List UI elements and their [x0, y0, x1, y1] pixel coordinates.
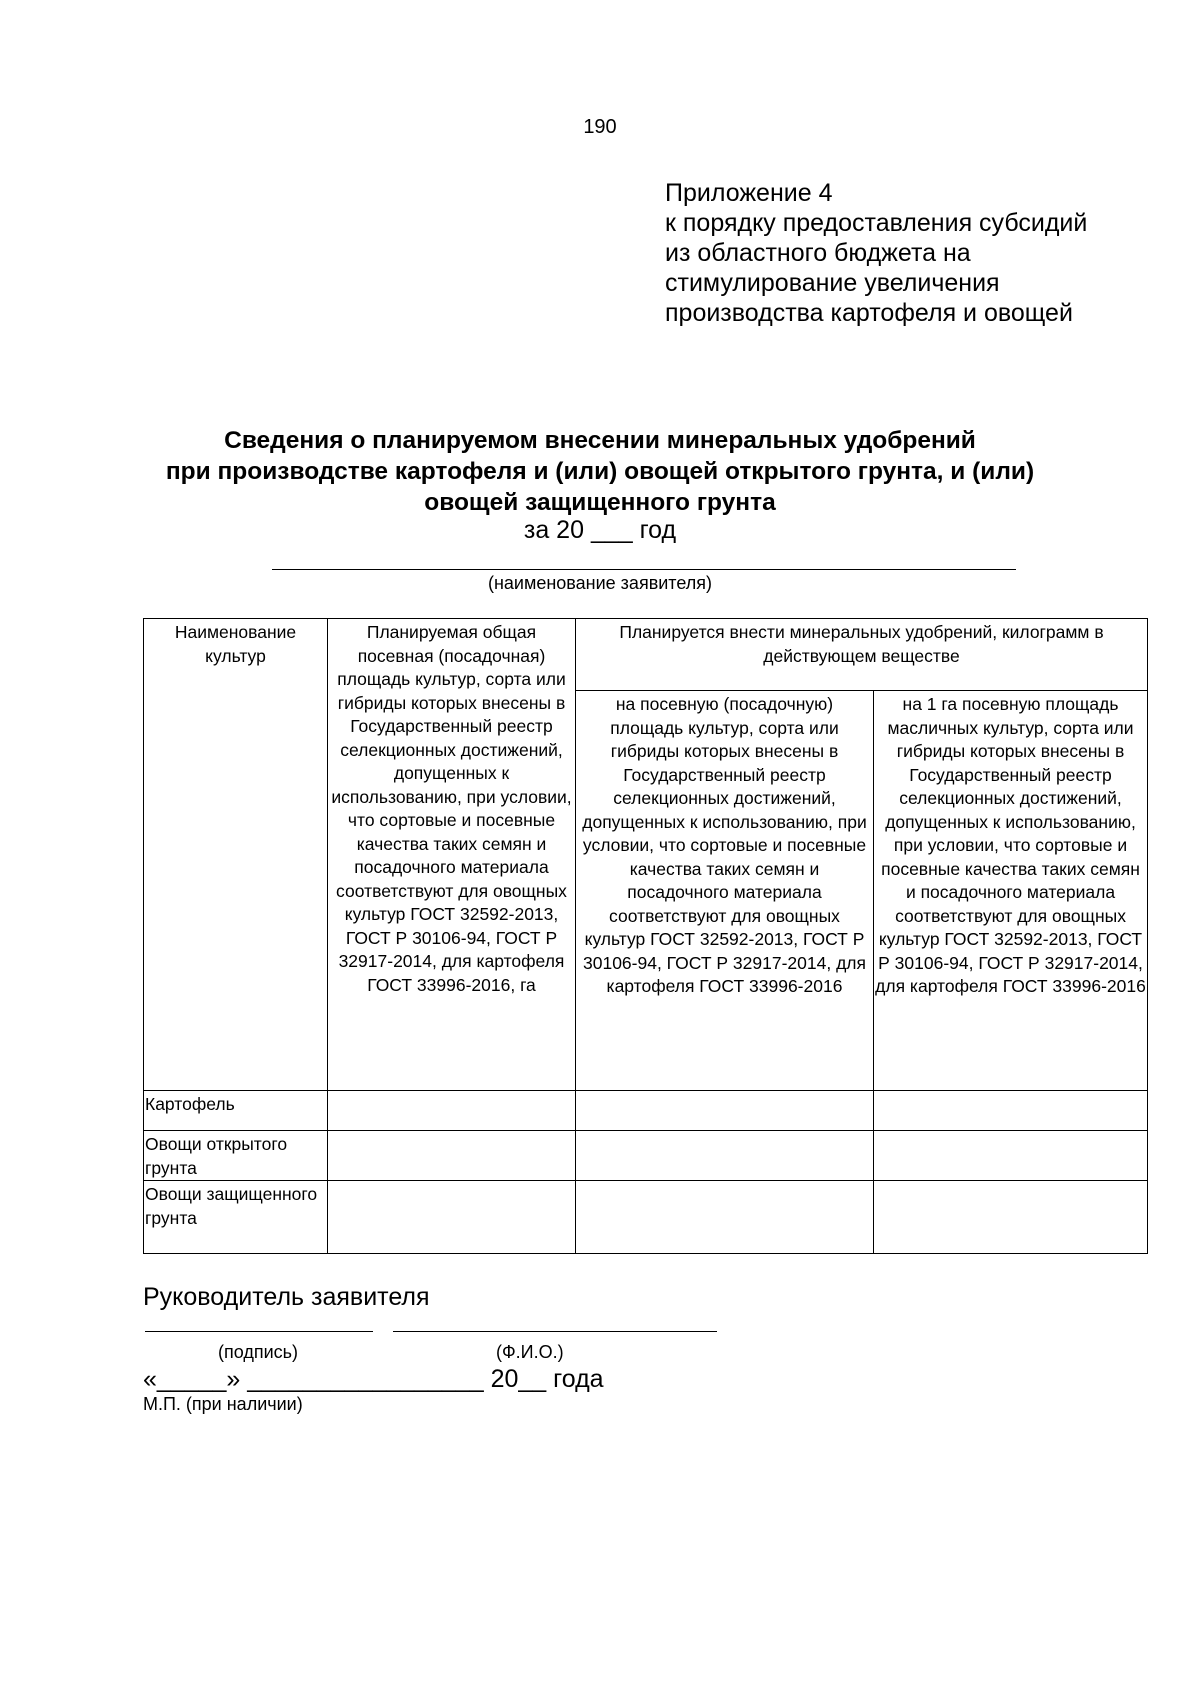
appendix-line: производства картофеля и овощей: [665, 299, 1073, 327]
header-culture-name: Наименование культур: [144, 619, 328, 1091]
header-planned-area: Планируемая общая посевная (посадочная) площадь культур, сорта или гибриды которых внесены в Государственный реестр селекционных достижений, допущенных к использованию, при условии, что сортовые и посевные качества таких семян и посадочного материала соответствуют для овощных культур ГОСТ 32592-2013, ГОСТ Р 30106-94, ГОСТ Р 32917-2014, для картофеля ГОСТ 33996-2016, га: [328, 619, 576, 1091]
applicant-name-field-line[interactable]: [272, 569, 1016, 570]
table-header-row: [144, 619, 1148, 691]
appendix-line: к порядку предоставления субсидий: [665, 209, 1088, 237]
culture-cell: Овощи защищенного грунта: [144, 1181, 328, 1254]
signature-caption: (подпись): [218, 1342, 299, 1362]
fio-caption: (Ф.И.О.): [496, 1342, 564, 1362]
culture-cell: Овощи открытого грунта: [144, 1131, 328, 1181]
table-row: [144, 1131, 1148, 1181]
fio-field-line[interactable]: [393, 1331, 717, 1332]
page-number: 190: [583, 116, 617, 138]
planned-area-cell[interactable]: [328, 1181, 576, 1254]
document-title: [0, 425, 1200, 518]
header-fertilizer-total-area: на посевную (посадочную) площадь культур, сорта или гибриды которых внесены в Государственный реестр селекционных достижений, допущенных к использованию, при условии, что сортовые и посевные качества таких семян и посадочного материала соответствуют для овощных культур ГОСТ 32592-2013, ГОСТ Р 30106-94, ГОСТ Р 32917-2014, для картофеля ГОСТ 33996-2016: [576, 691, 874, 1091]
date-line: «_____» _________________ 20__ года: [143, 1365, 604, 1393]
header-fertilizer-per-hectare: на 1 га посевную площадь масличных культур, сорта или гибриды которых внесены в Государственный реестр селекционных достижений, допущенных к использованию, при условии, что сортовые и посевные качества таких семян и посадочного материала соответствуют для овощных культур ГОСТ 32592-2013, ГОСТ Р 30106-94, ГОСТ Р 32917-2014, для картофеля ГОСТ 33996-2016: [874, 691, 1148, 1091]
appendix-heading: [665, 178, 1145, 328]
fertilizer-total-cell[interactable]: [576, 1091, 874, 1131]
title-line: Сведения о планируемом внесении минеральных удобрений: [224, 427, 976, 454]
appendix-line: стимулирование увеличения: [665, 269, 1000, 297]
title-line: овощей защищенного грунта: [424, 489, 776, 516]
appendix-line: из областного бюджета на: [665, 239, 971, 267]
applicant-name-caption: (наименование заявителя): [487, 573, 713, 593]
fertilizer-total-cell[interactable]: [576, 1131, 874, 1181]
table-row: [144, 1091, 1148, 1131]
fertilizer-per-hectare-cell[interactable]: [874, 1131, 1148, 1181]
reporting-year-line: за 20 ___ год: [523, 516, 677, 544]
culture-cell: Картофель: [144, 1091, 328, 1131]
fertilizer-per-hectare-cell[interactable]: [874, 1091, 1148, 1131]
header-planned-fertilizer: Планируется внести минеральных удобрений, килограмм в действующем веществе: [576, 619, 1148, 691]
signature-field-line[interactable]: [145, 1331, 373, 1332]
fertilizer-per-hectare-cell[interactable]: [874, 1181, 1148, 1254]
fertilizer-total-cell[interactable]: [576, 1181, 874, 1254]
table-row: [144, 1181, 1148, 1254]
stamp-note: М.П. (при наличии): [143, 1394, 303, 1414]
appendix-line: Приложение 4: [665, 179, 833, 207]
fertilizer-plan-table: [143, 618, 1148, 1254]
planned-area-cell[interactable]: [328, 1091, 576, 1131]
head-of-applicant-label: Руководитель заявителя: [143, 1283, 430, 1311]
planned-area-cell[interactable]: [328, 1131, 576, 1181]
title-line: при производстве картофеля и (или) овощей открытого грунта, и (или): [165, 458, 1035, 485]
